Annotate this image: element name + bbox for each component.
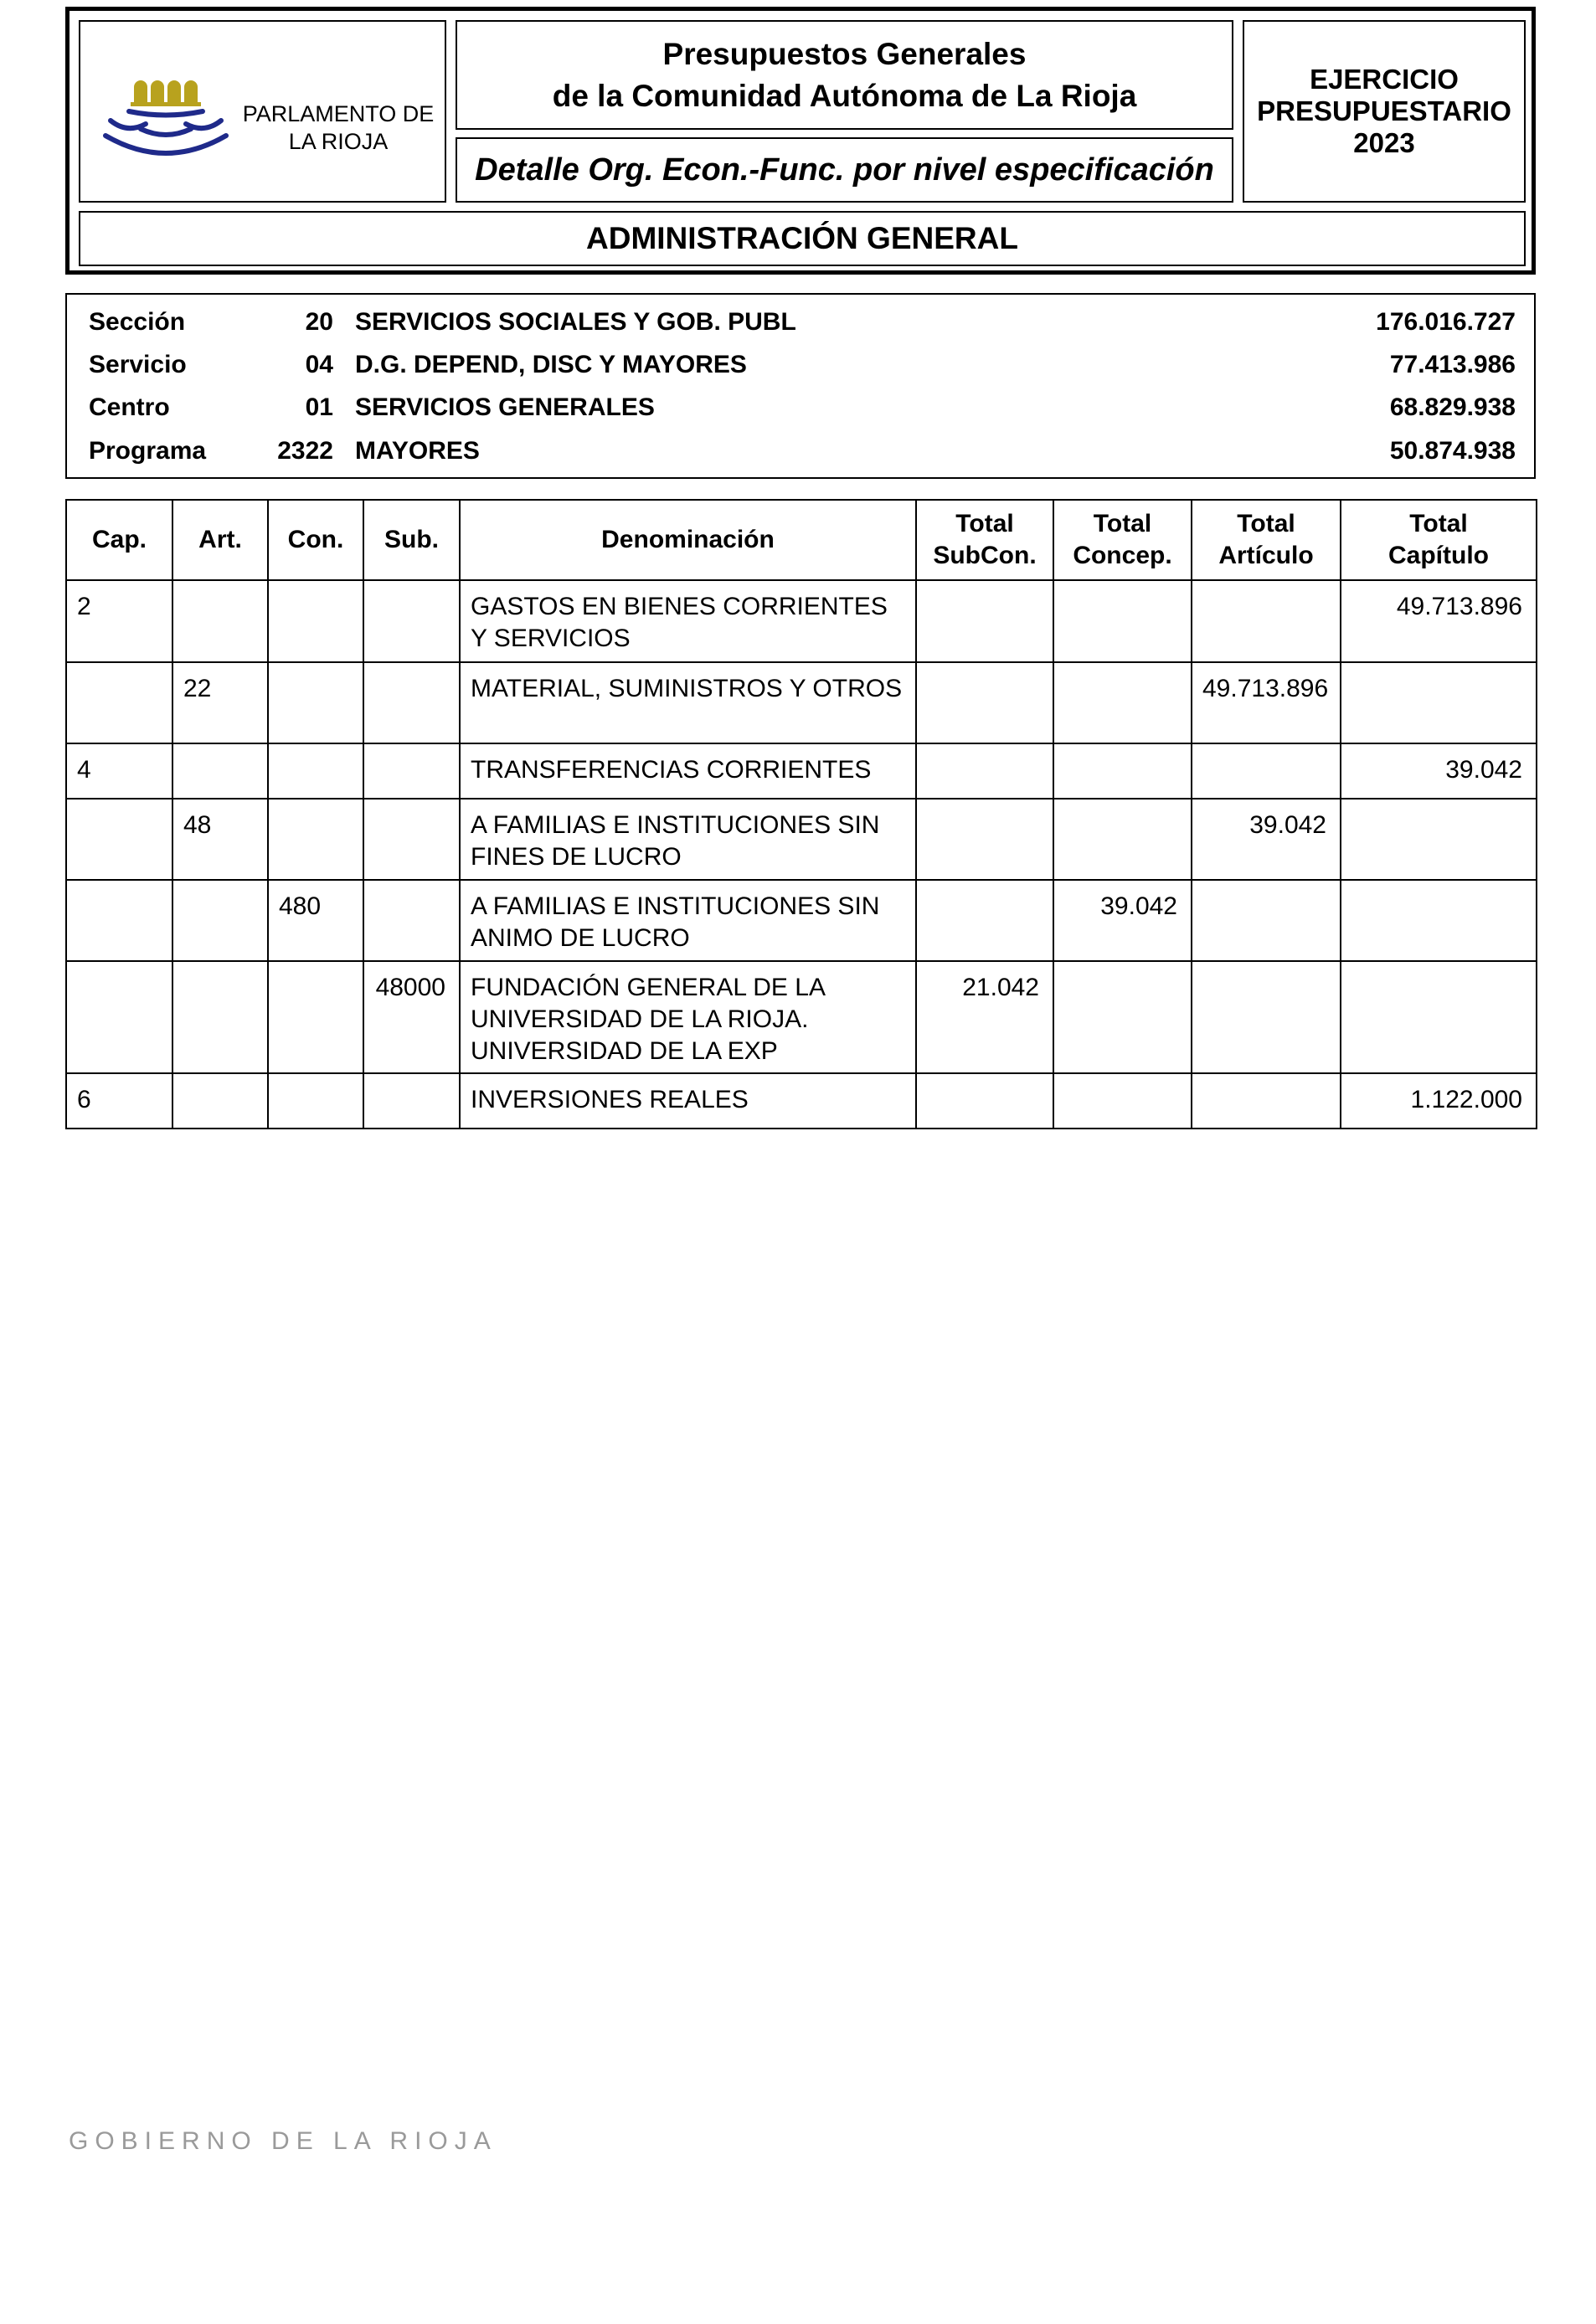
info-label: Sección [89,308,186,336]
cell-art [172,880,268,961]
cell-total-concep [1053,799,1192,880]
cell-total-articulo [1192,961,1341,1073]
header-total-capitulo [1341,500,1537,580]
info-amount: 50.874.938 [1389,437,1516,465]
document-header [65,7,1536,275]
document-title-line1: Presupuestos Generales [662,36,1027,71]
cell-total-capitulo: 39.042 [1341,743,1537,799]
header-cap: Cap. [66,500,172,580]
table-row [66,580,1537,662]
cell-con [268,799,363,880]
parliament-name-line1: PARLAMENTO DE [242,101,435,126]
header-art: Art. [172,500,268,580]
cell-total-capitulo [1341,880,1537,961]
cell-sub [363,799,460,880]
footer-fragment-text: GOBIERNO DE LA RIOJA [69,2127,497,2155]
header-total-subcon [916,500,1053,580]
cell-con [268,662,363,743]
parliament-logo-box [79,20,446,203]
cell-total-subcon [916,580,1053,662]
cell-total-articulo [1192,880,1341,961]
cell-cap [66,961,172,1073]
cell-con [268,961,363,1073]
info-amount: 176.016.727 [1376,308,1516,336]
cell-total-articulo: 49.713.896 [1192,662,1341,743]
budget-detail-table [65,499,1537,1129]
cell-sub [363,580,460,662]
cell-denominacion: MATERIAL, SUMINISTROS Y OTROS [460,662,916,743]
cell-total-subcon [916,799,1053,880]
header-line: Total [1237,510,1295,537]
cell-sub [363,743,460,799]
info-row-servicio [67,344,1534,386]
parliament-name [238,100,439,156]
cell-total-articulo [1192,743,1341,799]
document-subtitle: Detalle Org. Econ.-Func. por nivel especificación [475,152,1214,188]
table-row [66,961,1537,1073]
cell-denominacion: FUNDACIÓN GENERAL DE LA UNIVERSIDAD DE LA RIOJA. UNIVERSIDAD DE LA EXP [460,961,916,1073]
header-total-articulo [1192,500,1341,580]
parliament-logo-icon [94,72,236,164]
info-row-programa [67,430,1534,472]
table-row [66,743,1537,799]
parliament-name-line2: LA RIOJA [288,129,389,154]
info-name: MAYORES [355,437,480,465]
document-title-box [456,20,1233,130]
header-line: Artículo [1218,542,1314,569]
cell-total-concep [1053,580,1192,662]
cell-total-capitulo: 1.122.000 [1341,1073,1537,1129]
info-name: SERVICIOS SOCIALES Y GOB. PUBL [355,308,796,336]
header-line: SubCon. [933,542,1037,569]
cell-total-concep: 39.042 [1053,880,1192,961]
cell-denominacion: INVERSIONES REALES [460,1073,916,1129]
footer-fragment [69,2127,497,2155]
cell-art: 48 [172,799,268,880]
cell-total-concep [1053,961,1192,1073]
organization-info [65,293,1536,479]
cell-con [268,1073,363,1129]
info-row-centro [67,387,1534,429]
cell-total-capitulo [1341,961,1537,1073]
info-code: 2322 [277,437,333,465]
cell-total-articulo: 39.042 [1192,799,1341,880]
cell-denominacion: A FAMILIAS E INSTITUCIONES SIN FINES DE LUCRO [460,799,916,880]
table-row [66,880,1537,961]
header-sub: Sub. [363,500,460,580]
cell-total-articulo [1192,1073,1341,1129]
header-con: Con. [268,500,363,580]
document-subtitle-box [456,137,1233,203]
cell-art [172,743,268,799]
fiscal-year-line2: PRESUPUESTARIO [1257,95,1511,126]
cell-cap [66,880,172,961]
cell-art [172,580,268,662]
cell-con [268,580,363,662]
header-line: Total [1409,510,1468,537]
cell-sub [363,662,460,743]
info-label: Centro [89,393,170,421]
cell-denominacion: TRANSFERENCIAS CORRIENTES [460,743,916,799]
fiscal-year-box [1243,20,1526,203]
cell-cap: 2 [66,580,172,662]
cell-total-subcon [916,1073,1053,1129]
cell-denominacion: A FAMILIAS E INSTITUCIONES SIN ANIMO DE LUCRO [460,880,916,961]
cell-cap: 4 [66,743,172,799]
table-row [66,1073,1537,1129]
cell-total-capitulo: 49.713.896 [1341,580,1537,662]
info-amount: 68.829.938 [1389,393,1516,421]
fiscal-year-value: 2023 [1353,127,1415,158]
info-amount: 77.413.986 [1389,351,1516,378]
cell-total-concep [1053,743,1192,799]
table-row [66,662,1537,743]
table-row [66,799,1537,880]
cell-con [268,743,363,799]
cell-total-articulo [1192,580,1341,662]
header-line: Capítulo [1388,542,1489,569]
info-code: 20 [305,308,333,336]
cell-cap: 6 [66,1073,172,1129]
cell-art [172,961,268,1073]
info-row-seccion [67,301,1534,343]
cell-sub [363,1073,460,1129]
cell-total-concep [1053,662,1192,743]
cell-sub [363,880,460,961]
cell-sub: 48000 [363,961,460,1073]
info-name: SERVICIOS GENERALES [355,393,655,421]
header-denominacion: Denominación [460,500,916,580]
cell-total-subcon [916,662,1053,743]
cell-total-subcon [916,743,1053,799]
cell-total-capitulo [1341,799,1537,880]
cell-con: 480 [268,880,363,961]
info-code: 04 [305,351,333,378]
administration-title: ADMINISTRACIÓN GENERAL [586,221,1018,255]
fiscal-year-line1: EJERCICIO [1310,64,1459,95]
info-code: 01 [305,393,333,421]
administration-box [79,211,1526,266]
header-line: Total [955,510,1014,537]
cell-denominacion: GASTOS EN BIENES CORRIENTES Y SERVICIOS [460,580,916,662]
cell-total-subcon: 21.042 [916,961,1053,1073]
info-label: Servicio [89,351,187,378]
cell-total-concep [1053,1073,1192,1129]
table-header-row [66,500,1537,580]
cell-total-subcon [916,880,1053,961]
info-label: Programa [89,437,207,465]
info-name: D.G. DEPEND, DISC Y MAYORES [355,351,747,378]
cell-art [172,1073,268,1129]
cell-cap [66,662,172,743]
cell-art: 22 [172,662,268,743]
cell-cap [66,799,172,880]
header-line: Total [1093,510,1152,537]
cell-total-capitulo [1341,662,1537,743]
document-title-line2: de la Comunidad Autónoma de La Rioja [552,78,1137,113]
header-line: Concep. [1073,542,1172,569]
header-total-concep [1053,500,1192,580]
